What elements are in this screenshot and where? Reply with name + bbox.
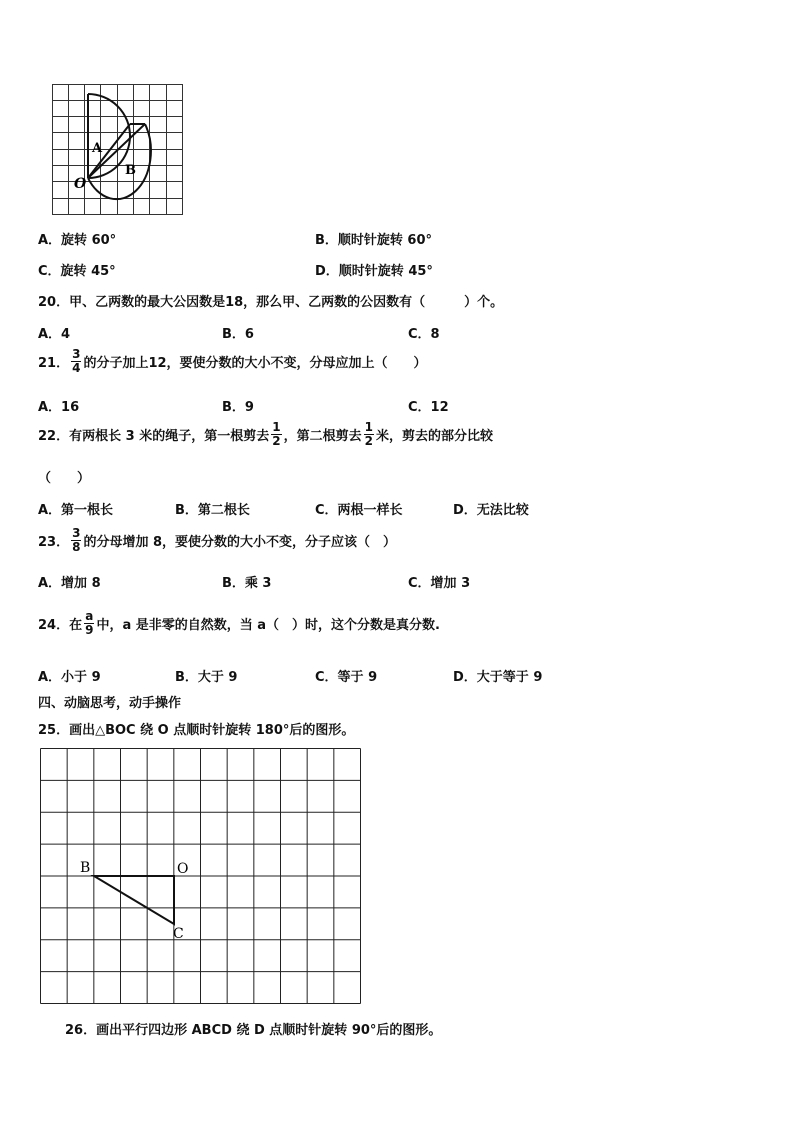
q24-frac-numerator: a <box>85 609 94 623</box>
q23-option-b[interactable]: B．乘 3 <box>222 576 272 591</box>
label-o: O <box>74 176 87 192</box>
q21-option-a[interactable]: A．16 <box>38 400 80 415</box>
q24-option-c[interactable]: C．等于 9 <box>315 670 378 685</box>
q24-option-d[interactable]: D．大于等于 9 <box>453 670 543 685</box>
q22-text-post: 米，剪去的部分比较 <box>375 429 493 444</box>
q21-frac-numerator: 3 <box>72 347 81 361</box>
q23-frac-denominator: 8 <box>72 540 81 554</box>
q24-text-pre: 24．在 <box>38 618 83 633</box>
q22-fraction-1 <box>271 421 281 448</box>
q19-option-a[interactable]: A．旋转 60° <box>38 233 117 248</box>
q23-text: 的分母增加 8，要使分数的大小不变，分子应该（ ） <box>83 535 397 550</box>
label-b: B <box>125 163 136 178</box>
q21-question <box>38 348 427 375</box>
q21-text: 的分子加上12，要使分数的大小不变，分母应加上（ ） <box>83 356 427 371</box>
q22-frac1-numerator: 1 <box>272 420 281 434</box>
q21-option-c[interactable]: C．12 <box>408 400 449 415</box>
q22-frac2-numerator: 1 <box>364 420 373 434</box>
q23-number: 23． <box>38 535 70 550</box>
q21-fraction <box>71 348 81 375</box>
q22-option-a[interactable]: A．第一根长 <box>38 503 114 518</box>
label-b: B <box>80 860 91 876</box>
q23-option-a[interactable]: A．增加 8 <box>38 576 101 591</box>
q24-question <box>38 610 440 637</box>
q20-question: 20．甲、乙两数的最大公因数是18，那么甲、乙两数的公因数有（ ）个。 <box>38 295 504 310</box>
q22-paren: （ ） <box>38 471 91 486</box>
q26-question: 26．画出平行四边形 ABCD 绕 D 点顺时针旋转 90°后的图形。 <box>65 1023 442 1038</box>
q22-text-mid: ，第二根剪去 <box>283 429 362 444</box>
q22-text-pre: 22．有两根长 3 米的绳子，第一根剪去 <box>38 429 270 444</box>
q21-number: 21． <box>38 356 70 371</box>
q22-question <box>38 421 493 448</box>
triangle-boc <box>94 876 174 924</box>
q24-option-a[interactable]: A．小于 9 <box>38 670 101 685</box>
q23-frac-numerator: 3 <box>72 526 81 540</box>
q21-frac-denominator: 4 <box>72 361 81 375</box>
q20-option-a[interactable]: A．4 <box>38 327 71 342</box>
q25-question: 25．画出△BOC 绕 O 点顺时针旋转 180°后的图形。 <box>38 723 355 738</box>
q24-frac-denominator: 9 <box>85 623 94 637</box>
rotation-figure-small <box>52 84 184 216</box>
q25-grid[interactable] <box>40 748 362 1005</box>
q22-option-d[interactable]: D．无法比较 <box>453 503 529 518</box>
label-c: C <box>173 926 184 942</box>
q20-option-c[interactable]: C．8 <box>408 327 440 342</box>
q19-option-b[interactable]: B．顺时针旋转 60° <box>315 233 433 248</box>
grid-lines <box>41 749 361 1004</box>
q24-fraction <box>84 610 94 637</box>
label-a: A <box>92 141 103 156</box>
q23-question <box>38 527 396 554</box>
q24-text: 中，a 是非零的自然数，当 a（ ）时，这个分数是真分数. <box>96 618 440 633</box>
section-heading: 四、动脑思考，动手操作 <box>38 696 182 711</box>
q20-option-b[interactable]: B．6 <box>222 327 254 342</box>
q19-option-d[interactable]: D．顺时针旋转 45° <box>315 264 433 279</box>
q22-option-c[interactable]: C．两根一样长 <box>315 503 403 518</box>
q23-fraction <box>71 527 81 554</box>
q22-option-b[interactable]: B．第二根长 <box>175 503 250 518</box>
label-o: O <box>177 861 189 877</box>
q19-option-c[interactable]: C．旋转 45° <box>38 264 116 279</box>
q22-frac2-denominator: 2 <box>364 434 373 448</box>
q22-fraction-2 <box>364 421 374 448</box>
q24-option-b[interactable]: B．大于 9 <box>175 670 238 685</box>
q22-frac1-denominator: 2 <box>272 434 281 448</box>
q21-option-b[interactable]: B．9 <box>222 400 254 415</box>
q23-option-c[interactable]: C．增加 3 <box>408 576 471 591</box>
